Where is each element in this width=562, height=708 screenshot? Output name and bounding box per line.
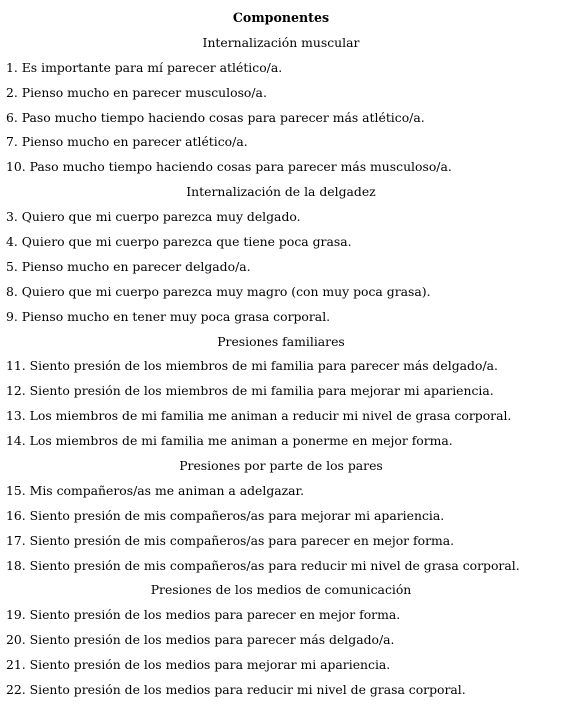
list-item: 12. Siento presión de los miembros de mi familia para mejorar mi apariencia. [6, 383, 494, 399]
list-item: 22. Siento presión de los medios para reducir mi nivel de grasa corporal. [6, 682, 466, 698]
section-heading-peers: Presiones por parte de los pares [179, 458, 383, 474]
list-item: 14. Los miembros de mi familia me animan a ponerme en mejor forma. [6, 433, 453, 449]
list-item: 17. Siento presión de mis compañeros/as para parecer en mejor forma. [6, 532, 455, 548]
list-item: 5. Pienso mucho en parecer delgado/a. [6, 258, 251, 274]
list-item: 9. Pienso mucho en tener muy poca grasa corporal. [6, 308, 331, 324]
section-heading-media: Presiones de los medios de comunicación [150, 582, 412, 598]
list-item: 21. Siento presión de los medios para mejorar mi apariencia. [6, 657, 391, 673]
list-item: 13. Los miembros de mi familia me animan a reducir mi nivel de grasa corporal. [6, 408, 512, 424]
section-heading-thinness: Internalización de la delgadez [186, 184, 376, 200]
list-item: 4. Quiero que mi cuerpo parezca que tiene poca grasa. [6, 234, 352, 250]
list-item: 18. Siento presión de mis compañeros/as para reducir mi nivel de grasa corporal. [6, 557, 520, 573]
list-item: 7. Pienso mucho en parecer atlético/a. [6, 134, 248, 150]
list-item: 16. Siento presión de mis compañeros/as para mejorar mi apariencia. [6, 507, 445, 523]
list-item: 11. Siento presión de los miembros de mi familia para parecer más delgado/a. [6, 358, 498, 374]
list-item: 3. Quiero que mi cuerpo parezca muy delgado. [6, 209, 301, 225]
list-item: 15. Mis compañeros/as me animan a adelgazar. [6, 482, 305, 498]
list-item: 8. Quiero que mi cuerpo parezca muy magro (con muy poca grasa). [6, 283, 431, 299]
list-item: 10. Paso mucho tiempo haciendo cosas para parecer más musculoso/a. [6, 159, 452, 175]
list-item: 20. Siento presión de los medios para parecer más delgado/a. [6, 632, 395, 648]
list-item: 6. Paso mucho tiempo haciendo cosas para parecer más atlético/a. [6, 109, 425, 125]
table-title: Componentes [232, 10, 330, 25]
section-heading-family: Presiones familiares [217, 333, 345, 349]
section-heading-muscular: Internalización muscular [202, 34, 360, 50]
list-item: 19. Siento presión de los medios para parecer en mejor forma. [6, 607, 401, 623]
list-item: 2. Pienso mucho en parecer musculoso/a. [6, 84, 267, 100]
list-item: 1. Es importante para mí parecer atlético/a. [6, 59, 283, 75]
